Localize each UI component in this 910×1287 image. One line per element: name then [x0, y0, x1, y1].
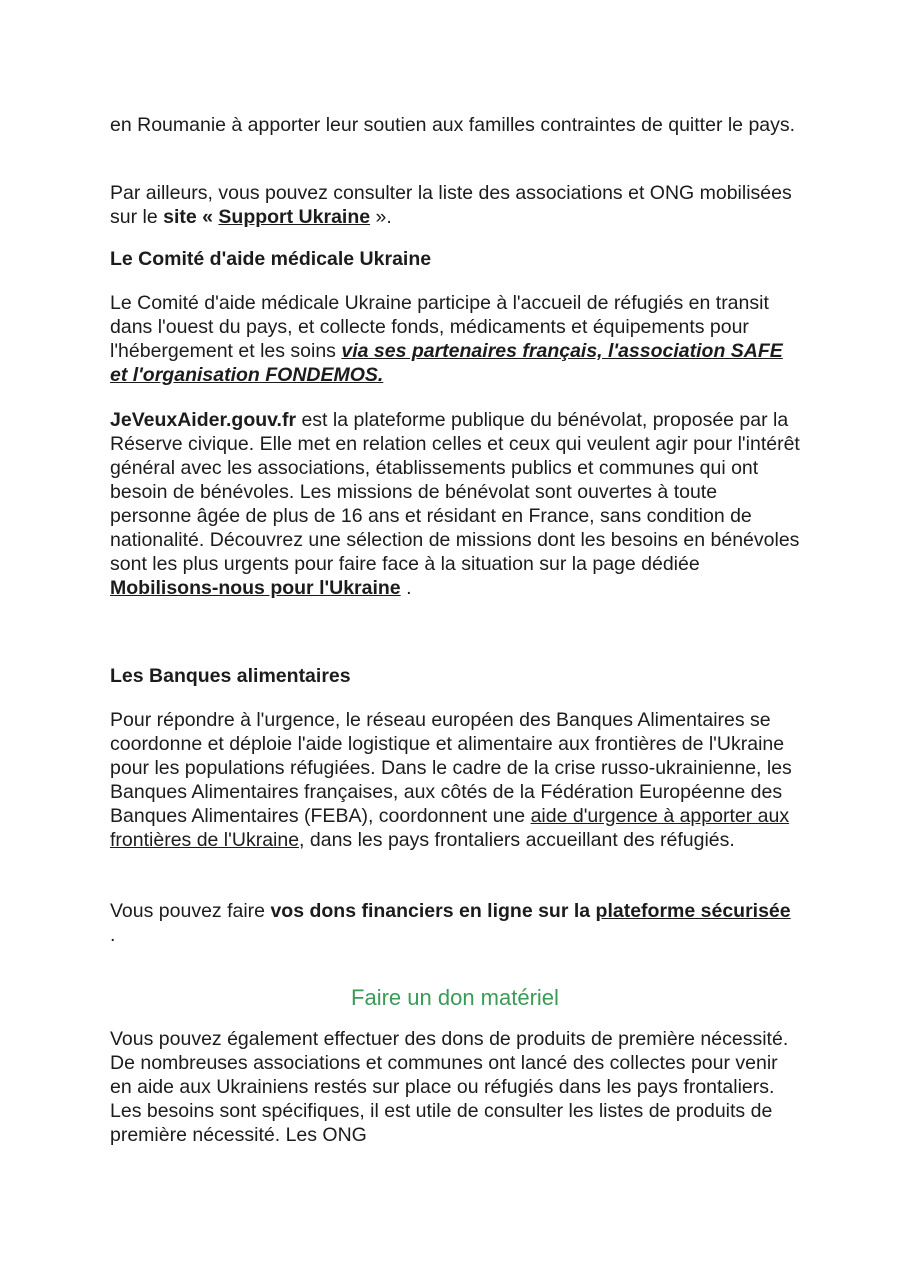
partenaires-link[interactable]: via ses partenaires français, l'association SAFE et l'organisation FONDEMOS. [110, 340, 783, 386]
paragraph-comite-text: Le Comité d'aide médicale Ukraine participe à l'accueil de réfugiés en transit dans l'ouest du pays, et collecte fonds, médicaments et équipements pour l'hébergement et les soins [110, 292, 769, 362]
paragraph-comite [110, 291, 800, 387]
paragraph-don-materiel-text: Vous pouvez également effectuer des dons de produits de première nécessité. De nombreuses associations et communes ont lancé des collectes pour venir en aide aux Ukrainiens restés sur place ou réfugiés dans les pays frontaliers. Les besoins sont spécifiques, il est utile de consulter les listes de produits de première nécessité. Les ONG [110, 1028, 789, 1146]
jeveuxaider-name: JeVeuxAider.gouv.fr [110, 409, 297, 431]
plateforme-securisee-link[interactable]: plateforme sécurisée [595, 900, 791, 922]
paragraph-dons [110, 899, 800, 947]
paragraph-associations [110, 181, 800, 229]
paragraph-associations-end: ». [370, 206, 392, 228]
paragraph-jeveuxaider-end: . [400, 577, 412, 599]
paragraph-don-materiel [110, 1027, 800, 1147]
paragraph-roumanie [110, 113, 800, 137]
paragraph-associations-text: Par ailleurs, vous pouvez consulter la liste des associations et ONG mobilisées sur le [110, 182, 792, 228]
paragraph-banques [110, 708, 800, 852]
paragraph-dons-text: Vous pouvez faire [110, 900, 271, 922]
paragraph-jeveuxaider [110, 408, 800, 600]
dons-bold: vos dons financiers en ligne sur la [270, 900, 596, 922]
support-ukraine-link[interactable]: Support Ukraine [218, 206, 371, 228]
heading-banques: Les Banques alimentaires [110, 665, 351, 687]
paragraph-banques-text: Pour répondre à l'urgence, le réseau européen des Banques Alimentaires se coordonne et déploie l'aide logistique et alimentaire aux frontières de l'Ukraine pour les populations réfugiées. Dans le cadre de la crise russo-ukrainienne, les Banques Alimentaires françaises, aux côtés de la Fédération Européenne des Banques Alimentaires (FEBA), coordonnent une [110, 709, 792, 827]
aide-urgence-link[interactable]: aide d'urgence à apporter aux frontières de l'Ukraine, [110, 805, 790, 851]
paragraph-jeveuxaider-text: est la plateforme publique du bénévolat, proposée par la Réserve civique. Elle met en relation celles et ceux qui veulent agir pour l'intérêt général avec les associations, établissements publics et communes qui ont besoin de bénévoles. Les missions de bénévolat sont ouvertes à toute personne âgée de plus de 16 ans et résidant en France, sans condition de nationalité. Découvrez une sélection de missions dont les besoins en bénévoles sont les plus urgents pour faire face à la situation sur la page dédiée [110, 409, 800, 575]
heading-comite: Le Comité d'aide médicale Ukraine [110, 248, 432, 270]
section-title-don-materiel: Faire un don matériel [351, 985, 559, 1010]
paragraph-roumanie-text: en Roumanie à apporter leur soutien aux familles contraintes de quitter le pays. [110, 114, 796, 136]
paragraph-banques-end: dans les pays frontaliers accueillant des réfugiés. [304, 829, 735, 851]
paragraph-dons-end: . [110, 924, 116, 946]
site-label: site « [163, 206, 219, 228]
mobilisons-nous-link[interactable]: Mobilisons-nous pour l'Ukraine [110, 577, 401, 599]
